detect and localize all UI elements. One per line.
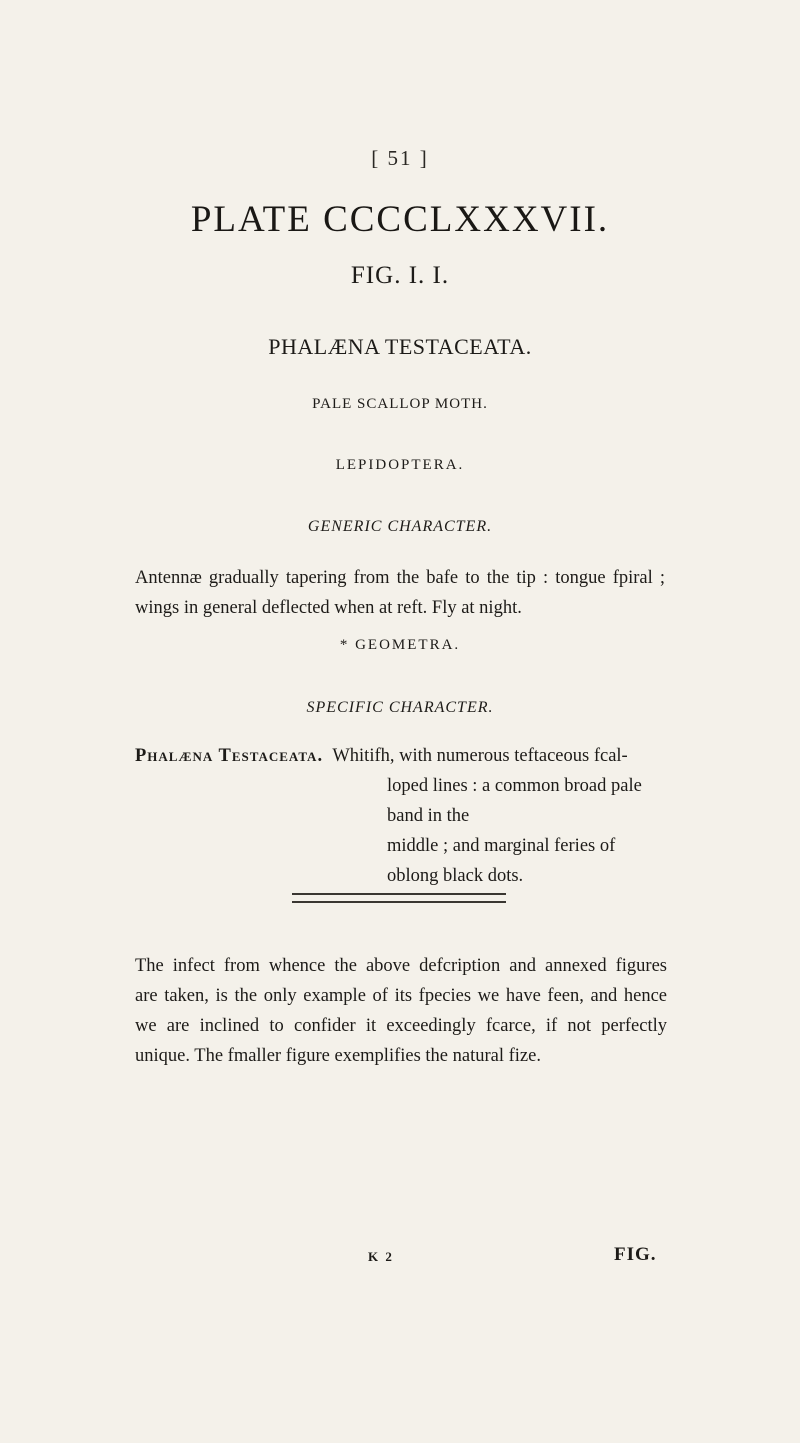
description-line-3: we are inclined to confider it exceedingly fcarce, if not perfectly	[135, 1016, 667, 1036]
specific-character-heading: SPECIFIC CHARACTER.	[306, 699, 494, 716]
common-name: PALE SCALLOP MOTH.	[312, 396, 488, 412]
specific-line-3: middle ; and marginal feries of oblong black dots.	[387, 836, 616, 886]
description-line-2: are taken, is the only example of its fpecies we have feen, and hence	[135, 986, 667, 1006]
plate-title: PLATE CCCCLXXXVII.	[190, 199, 610, 240]
species-name: PHALÆNA TESTACEATA.	[268, 334, 532, 359]
page-number: [ 51 ]	[371, 146, 429, 170]
specific-line-1: Whitifh, with numerous teftaceous fcal-	[332, 746, 628, 766]
figure-label: FIG. I. I.	[350, 262, 450, 289]
genus-name: * GEOMETRA.	[339, 637, 461, 653]
generic-character-text: Antennæ gradually tapering from the bafe to the tip : tongue fpiral ; wings in general deflected when at reft. Fly at night.	[135, 568, 665, 618]
order-name: LEPIDOPTERA.	[335, 457, 465, 473]
signature-mark: K 2	[368, 1249, 394, 1264]
description-line-1: The infect from whence the above defcription and annexed figures	[135, 956, 667, 976]
generic-character-heading: GENERIC CHARACTER.	[307, 518, 493, 535]
description-line-4: unique. The fmaller figure exemplifies the natural fize.	[135, 1046, 541, 1066]
catchword: FIG.	[614, 1244, 657, 1265]
section-divider	[292, 893, 506, 903]
specific-line-2: loped lines : a common broad pale band in the	[387, 776, 642, 826]
description-paragraph	[135, 951, 667, 1071]
specific-first-line	[135, 741, 665, 771]
specific-character-text	[135, 741, 665, 891]
specific-name: Phalæna Testaceata.	[135, 746, 324, 766]
